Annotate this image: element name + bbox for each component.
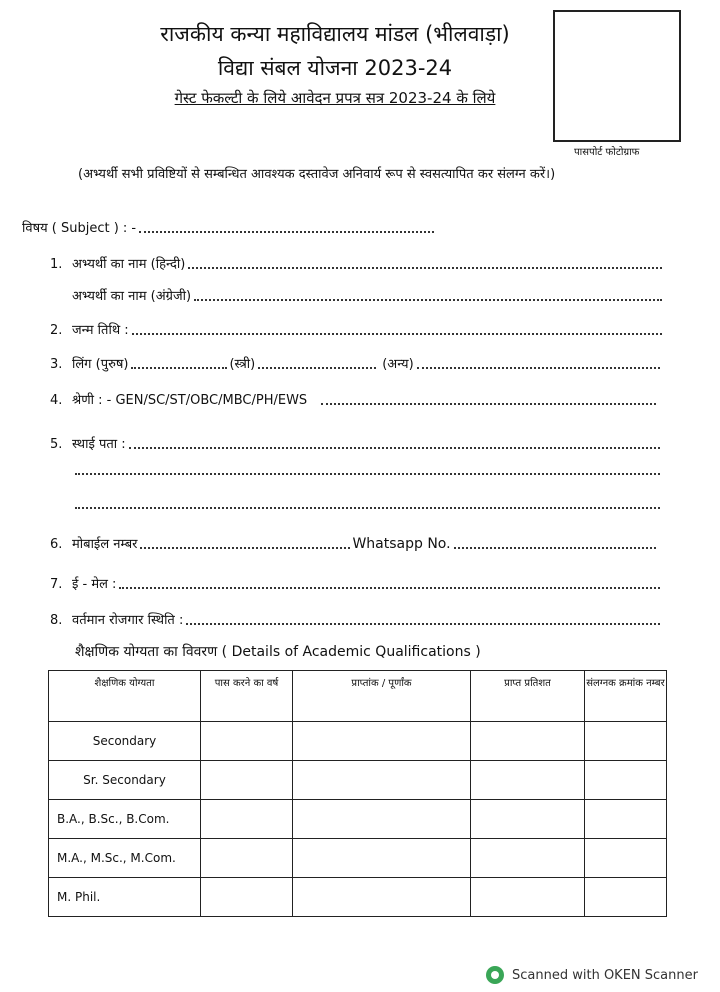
qualification-cell: B.A., B.Sc., B.Com. bbox=[49, 800, 201, 839]
dob-blank[interactable] bbox=[132, 333, 662, 335]
col-header-marks: प्राप्तांक / पूर्णांक bbox=[293, 671, 471, 722]
address-field[interactable] bbox=[50, 434, 660, 452]
name-english-blank[interactable] bbox=[194, 299, 662, 301]
dob-label: जन्म तिथि : bbox=[72, 323, 129, 338]
gender-field[interactable] bbox=[50, 354, 660, 372]
table-row bbox=[49, 761, 667, 800]
subject-label: विषय ( Subject ) : - bbox=[22, 221, 137, 236]
percentage-cell[interactable] bbox=[471, 761, 585, 800]
percentage-cell[interactable] bbox=[471, 800, 585, 839]
address-line-3[interactable] bbox=[72, 496, 660, 512]
address-blank-line-2[interactable] bbox=[75, 473, 660, 475]
gender-other-blank[interactable] bbox=[417, 367, 660, 369]
qualification-cell: Secondary bbox=[49, 722, 201, 761]
category-label: श्रेणी : - GEN/SC/ST/OBC/MBC/PH/EWS bbox=[72, 393, 308, 408]
marks-cell[interactable] bbox=[293, 878, 471, 917]
employment-label: वर्तमान रोजगार स्थिति : bbox=[72, 613, 184, 628]
passing-year-cell[interactable] bbox=[201, 761, 293, 800]
annexure-cell[interactable] bbox=[585, 839, 667, 878]
name-hindi-label: अभ्यर्थी का नाम (हिन्दी) bbox=[72, 257, 186, 272]
mobile-blank[interactable] bbox=[140, 547, 350, 549]
passing-year-cell[interactable] bbox=[201, 878, 293, 917]
field-number: 3. bbox=[50, 357, 63, 372]
category-field[interactable] bbox=[50, 390, 656, 408]
field-number: 4. bbox=[50, 393, 63, 408]
annexure-cell[interactable] bbox=[585, 878, 667, 917]
gender-female-label: (स्त्री) bbox=[229, 357, 256, 372]
field-number: 8. bbox=[50, 613, 63, 628]
table-row bbox=[49, 878, 667, 917]
name-english-label: अभ्यर्थी का नाम (अंग्रेजी) bbox=[72, 289, 192, 304]
qualification-cell: M. Phil. bbox=[49, 878, 201, 917]
passport-photo-box[interactable] bbox=[553, 10, 681, 142]
marks-cell[interactable] bbox=[293, 761, 471, 800]
field-number: 5. bbox=[50, 437, 63, 452]
address-blank-line-3[interactable] bbox=[75, 507, 660, 509]
gender-male-blank[interactable] bbox=[131, 367, 227, 369]
passing-year-cell[interactable] bbox=[201, 800, 293, 839]
category-blank[interactable] bbox=[321, 403, 656, 405]
table-row bbox=[49, 839, 667, 878]
form-title: गेस्ट फेकल्टी के लिये आवेदन प्रपत्र सत्र 2023-24 के लिये bbox=[174, 89, 496, 107]
whatsapp-blank[interactable] bbox=[454, 547, 656, 549]
college-name: राजकीय कन्या महाविद्यालय मांडल (भीलवाड़ा) bbox=[160, 22, 510, 46]
gender-male-label: लिंग (पुरुष) bbox=[72, 357, 129, 372]
marks-cell[interactable] bbox=[293, 800, 471, 839]
percentage-cell[interactable] bbox=[471, 839, 585, 878]
passport-photo-label: पासपोर्ट फोटोग्राफ bbox=[574, 147, 640, 158]
table-row bbox=[49, 800, 667, 839]
percentage-cell[interactable] bbox=[471, 878, 585, 917]
qualification-cell: Sr. Secondary bbox=[49, 761, 201, 800]
email-blank[interactable] bbox=[119, 587, 660, 589]
gender-other-label: (अन्य) bbox=[382, 357, 414, 372]
gender-female-blank[interactable] bbox=[258, 367, 376, 369]
employment-blank[interactable] bbox=[186, 623, 660, 625]
col-header-percentage: प्राप्त प्रतिशत bbox=[471, 671, 585, 722]
name-english-field[interactable] bbox=[72, 286, 662, 304]
mobile-field[interactable] bbox=[50, 534, 656, 552]
col-header-annexure-number: संलग्नक क्रमांक नम्बर bbox=[585, 671, 667, 722]
field-number: 2. bbox=[50, 323, 63, 338]
field-number: 7. bbox=[50, 577, 63, 592]
email-field[interactable] bbox=[50, 574, 660, 592]
mobile-label: मोबाईल नम्बर bbox=[72, 537, 138, 552]
field-number: 6. bbox=[50, 537, 63, 552]
table-row bbox=[49, 722, 667, 761]
col-header-passing-year: पास करने का वर्ष bbox=[201, 671, 293, 722]
subject-blank[interactable] bbox=[139, 231, 434, 233]
qualifications-table bbox=[48, 670, 667, 917]
instruction-text: (अभ्यर्थी सभी प्रविष्टियों से सम्बन्धित आवश्यक दस्तावेज अनिवार्य रूप से स्वसत्यापित कर संलग्न करें।) bbox=[78, 167, 556, 182]
percentage-cell[interactable] bbox=[471, 722, 585, 761]
marks-cell[interactable] bbox=[293, 839, 471, 878]
col-header-qualification: शैक्षणिक योग्यता bbox=[49, 671, 201, 722]
passing-year-cell[interactable] bbox=[201, 839, 293, 878]
annexure-cell[interactable] bbox=[585, 800, 667, 839]
address-line-2[interactable] bbox=[72, 462, 660, 478]
scanner-logo-icon bbox=[486, 966, 504, 984]
scheme-title: विद्या संबल योजना 2023-24 bbox=[217, 56, 453, 80]
subject-field[interactable] bbox=[22, 218, 434, 236]
table-header-row bbox=[49, 671, 667, 722]
marks-cell[interactable] bbox=[293, 722, 471, 761]
dob-field[interactable] bbox=[50, 320, 662, 338]
annexure-cell[interactable] bbox=[585, 761, 667, 800]
name-hindi-field[interactable] bbox=[50, 254, 662, 272]
scanner-text: Scanned with OKEN Scanner bbox=[512, 967, 698, 983]
email-label: ई - मेल : bbox=[72, 577, 117, 592]
employment-field[interactable] bbox=[50, 610, 660, 628]
qualifications-heading: शैक्षणिक योग्यता का विवरण ( Details of Academic Qualifications ) bbox=[75, 644, 481, 660]
qualification-cell: M.A., M.Sc., M.Com. bbox=[49, 839, 201, 878]
address-blank-line-1[interactable] bbox=[129, 447, 660, 449]
whatsapp-label: Whatsapp No. bbox=[352, 536, 451, 552]
field-number: 1. bbox=[50, 257, 63, 272]
name-hindi-blank[interactable] bbox=[188, 267, 662, 269]
scanner-watermark bbox=[486, 966, 698, 984]
passing-year-cell[interactable] bbox=[201, 722, 293, 761]
annexure-cell[interactable] bbox=[585, 722, 667, 761]
address-label: स्थाई पता : bbox=[72, 437, 126, 452]
